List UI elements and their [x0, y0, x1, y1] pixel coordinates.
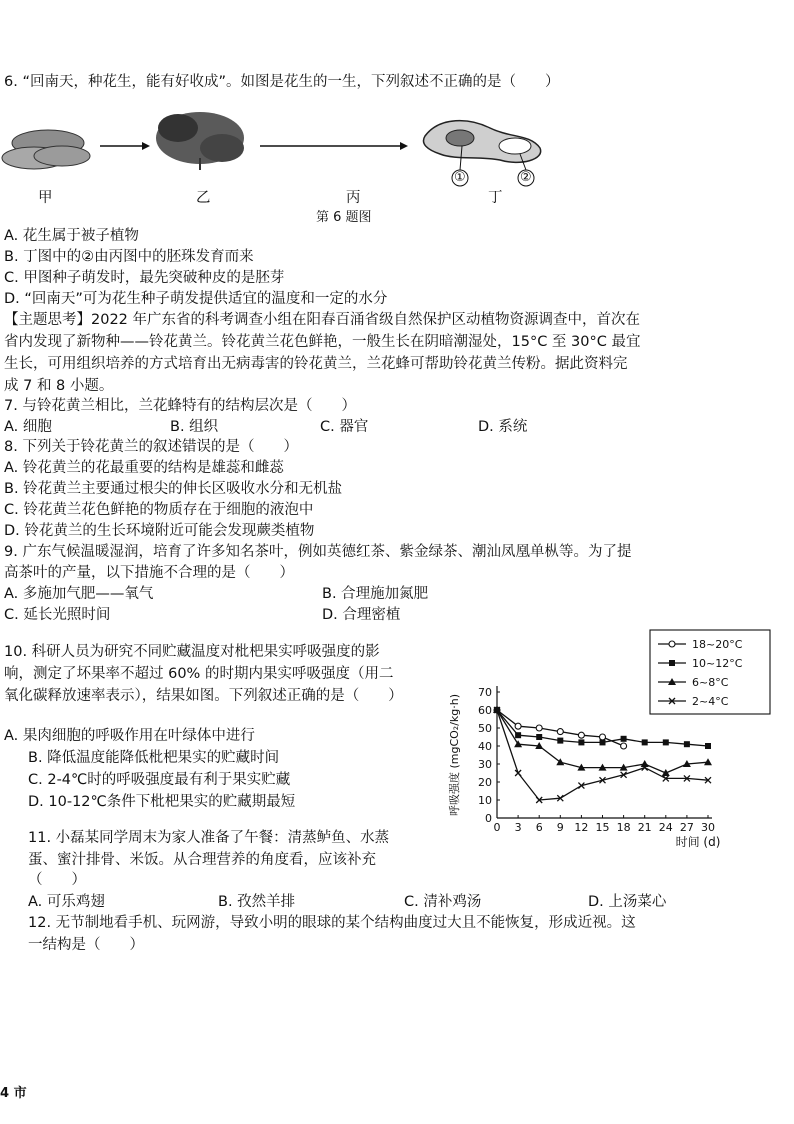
stage-label-bing: 丙: [346, 190, 361, 206]
legend-label-2: 6~8°C: [692, 676, 729, 689]
q9-stem-line-1: 9. 广东气候温暖湿润，培育了许多知名茶叶，例如英德红茶、紫金绿茶、潮汕凤凰单枞等。为了提: [4, 544, 632, 560]
q9-option-c: C. 延长光照时间: [4, 607, 111, 623]
x-tick-label: 21: [637, 821, 652, 834]
y-tick-label: 10: [478, 794, 492, 807]
theme-line-4: 成 7 和 8 小题。: [4, 378, 114, 394]
data-point-0: [515, 723, 521, 729]
x-tick-label: 27: [679, 821, 694, 834]
q9-stem-line-2: 高茶叶的产量，以下措施不合理的是（ ）: [4, 565, 294, 581]
q8-option-a: A. 铃花黄兰的花最重要的结构是雄蕊和雌蕊: [4, 460, 284, 476]
q8-option-d: D. 铃花黄兰的生长环境附近可能会发现蕨类植物: [4, 523, 315, 539]
series-line-3: [497, 710, 708, 800]
x-tick-label: 12: [574, 821, 589, 834]
legend-label-3: 2~4°C: [692, 695, 729, 708]
peanut-seed-illustration: [2, 130, 90, 169]
data-point-1: [578, 739, 584, 745]
q12-stem-line-2: 一结构是（ ）: [28, 937, 144, 953]
data-point-1: [642, 739, 648, 745]
x-axis-label: 时间 (d): [675, 835, 721, 849]
q7-option-c: C. 器官: [320, 419, 369, 435]
legend-label-0: 18~20°C: [692, 638, 743, 651]
x-tick-label: 0: [493, 821, 501, 834]
q9-option-b: B. 合理施加氮肥: [322, 586, 429, 602]
x-tick-label: 18: [616, 821, 631, 834]
q10-stem-line-3: 氧化碳释放速率表示），结果如图。下列叙述正确的是（ ）: [4, 688, 403, 704]
data-point-1: [536, 734, 542, 740]
y-tick-label: 0: [485, 812, 492, 825]
theme-line-3: 生长，可用组织培养的方式培育出无病毒害的铃花黄兰，兰花蜂可帮助铃花黄兰传粉。据此资料完: [4, 356, 628, 372]
q11-stem-line-1: 11. 小磊某同学周末为家人准备了午餐：清蒸鲈鱼、水蒸: [28, 830, 390, 846]
q10-option-a: A. 果肉细胞的呼吸作用在叶绿体中进行: [4, 728, 255, 744]
q10-option-c: C. 2-4℃时的呼吸强度最有利于果实贮藏: [28, 772, 291, 788]
y-tick-label: 40: [478, 740, 492, 753]
y-tick-label: 50: [478, 722, 492, 735]
data-point-2: [641, 760, 649, 767]
q6-stem: 6. “回南天，种花生，能有好收成”。如图是花生的一生，下列叙述不正确的是（ ）: [4, 74, 560, 90]
data-point-1: [705, 743, 711, 749]
stage-label-ding: 丁: [488, 190, 503, 206]
figure-caption: 第 6 题图: [316, 210, 372, 225]
q11-option-d: D. 上汤菜心: [588, 894, 667, 910]
legend-label-1: 10~12°C: [692, 657, 743, 670]
q6-option-c: C. 甲图种子萌发时，最先突破种皮的是胚芽: [4, 270, 285, 286]
x-tick-label: 15: [595, 821, 610, 834]
q10-option-d: D. 10-12℃条件下枇杷果实的贮藏期最短: [28, 794, 296, 810]
y-axis-label: 呼吸强度 (mgCO₂/kg·h): [448, 693, 461, 817]
data-point-1: [621, 736, 627, 742]
data-point-1: [600, 739, 606, 745]
q10-stem-line-2: 响，测定了坏果率不超过 60% 的时期内果实呼吸强度（用二: [4, 666, 394, 682]
respiration-chart: [440, 622, 780, 854]
data-point-3: [515, 770, 521, 776]
y-tick-label: 30: [478, 758, 492, 771]
legend-marker-1: [669, 660, 675, 666]
y-tick-label: 20: [478, 776, 492, 789]
y-tick-label: 70: [478, 686, 492, 699]
data-point-2: [704, 758, 712, 765]
data-point-1: [684, 741, 690, 747]
data-point-0: [621, 743, 627, 749]
stage-label-jia: 甲: [38, 190, 53, 206]
legend-marker-0: [669, 641, 675, 647]
q7-option-d: D. 系统: [478, 419, 528, 435]
q11-option-c: C. 清补鸡汤: [404, 894, 482, 910]
q8-option-b: B. 铃花黄兰主要通过根尖的伸长区吸收水分和无机盐: [4, 481, 343, 497]
q7-option-a: A. 细胞: [4, 419, 52, 435]
q10-stem-line-1: 10. 科研人员为研究不同贮藏温度对枇杷果实呼吸强度的影: [4, 644, 380, 660]
peanut-plant-illustration: [156, 112, 244, 170]
theme-line-1: 【主题思考】2022 年广东省的科考调查小组在阳春百涌省级自然保护区动植物资源调查中，首次在: [4, 312, 641, 328]
q6-option-a: A. 花生属于被子植物: [4, 228, 139, 244]
q9-option-a: A. 多施加气肥——氧气: [4, 586, 154, 602]
q6-option-d: D. “回南天”可为花生种子萌发提供适宜的温度和一定的水分: [4, 291, 388, 307]
marker-1: ①: [454, 170, 466, 185]
x-tick-label: 3: [514, 821, 522, 834]
marker-2: ②: [520, 170, 532, 185]
q11-option-a: A. 可乐鸡翅: [28, 894, 105, 910]
data-point-0: [536, 725, 542, 731]
theme-line-2: 省内发现了新物种——铃花黄兰。铃花黄兰花色鲜艳，一般生长在阴暗潮湿处，15°C 至 30°C 最宜: [4, 334, 641, 350]
peanut-lifecycle-figure: [0, 98, 560, 210]
x-tick-label: 6: [535, 821, 543, 834]
data-point-2: [514, 740, 522, 747]
x-tick-label: 30: [701, 821, 715, 834]
page-footer: 4 市: [0, 1086, 27, 1101]
q11-stem-line-3: （ ）: [28, 872, 86, 888]
data-point-0: [557, 729, 563, 735]
q7-option-b: B. 组织: [170, 419, 219, 435]
q8-stem: 8. 下列关于铃花黄兰的叙述错误的是（ ）: [4, 439, 298, 455]
x-tick-label: 9: [556, 821, 564, 834]
data-point-0: [600, 734, 606, 740]
q11-stem-line-2: 蛋、蜜汁排骨、米饭。从合理营养的角度看，应该补充: [28, 852, 376, 868]
q12-stem-line-1: 12. 无节制地看手机、玩网游，导致小明的眼球的某个结构曲度过大且不能恢复，形成近视。这: [28, 915, 636, 931]
data-point-0: [578, 732, 584, 738]
stage-label-yi: 乙: [196, 190, 211, 206]
q7-stem: 7. 与铃花黄兰相比，兰花蜂特有的结构层次是（ ）: [4, 398, 356, 414]
y-tick-label: 60: [478, 704, 492, 717]
data-point-1: [557, 738, 563, 744]
q6-option-b: B. 丁图中的②由丙图中的胚珠发育而来: [4, 249, 254, 265]
q8-option-c: C. 铃花黄兰花色鲜艳的物质存在于细胞的液泡中: [4, 502, 314, 518]
data-point-1: [515, 732, 521, 738]
q9-option-d: D. 合理密植: [322, 607, 401, 623]
q10-option-b: B. 降低温度能降低枇杷果实的贮藏时间: [28, 750, 280, 766]
q11-option-b: B. 孜然羊排: [218, 894, 296, 910]
data-point-1: [663, 739, 669, 745]
x-tick-label: 24: [658, 821, 673, 834]
